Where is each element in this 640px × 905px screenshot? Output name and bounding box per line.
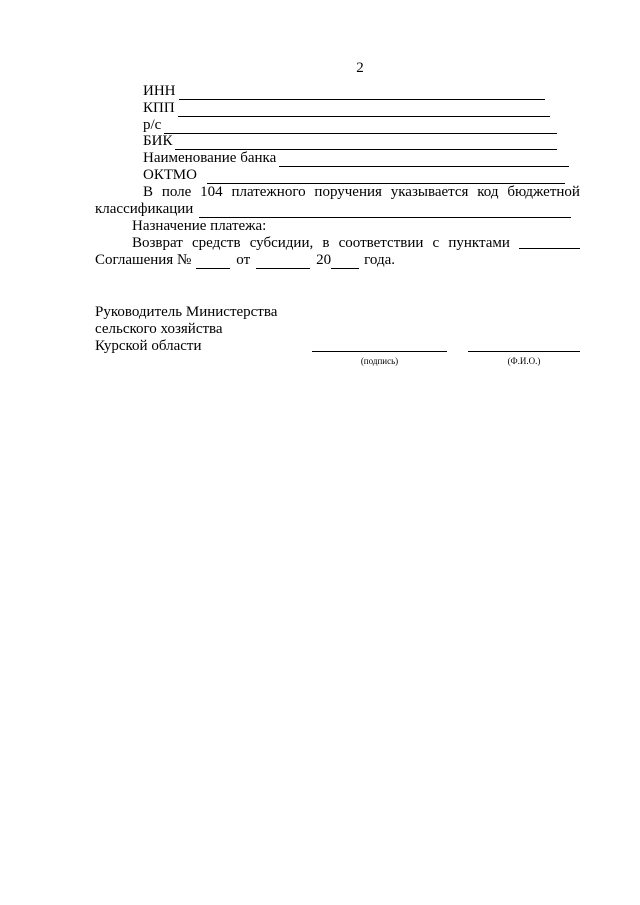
purpose-word: субсидии,: [249, 235, 314, 251]
agreement-date-blank: [256, 254, 310, 269]
kbk-word: бюджетной: [507, 184, 580, 200]
bank-name-row: [143, 149, 569, 167]
purpose-line-1: [132, 234, 510, 252]
agreement-year-label: года.: [364, 252, 396, 268]
kbk-word: поручения: [314, 184, 382, 200]
purpose-word: средств: [192, 235, 241, 251]
kbk-line-1: [143, 183, 580, 201]
bik-blank: [175, 135, 557, 150]
name-blank: [468, 351, 580, 352]
bank-name-label: Наименование банка: [143, 150, 277, 166]
purpose-word: с: [432, 235, 440, 251]
bank-name-blank: [279, 152, 569, 167]
oktmo-label: ОКТМО: [143, 167, 197, 183]
clauses-blank: [519, 248, 580, 249]
inn-row: [143, 82, 545, 100]
kbk-label: классификации: [95, 201, 194, 217]
kpp-blank: [178, 102, 550, 117]
kpp-label: КПП: [143, 100, 175, 116]
signatory-line-2: сельского хозяйства: [95, 321, 223, 337]
signatory-line-1: Руководитель Министерства: [95, 304, 278, 320]
name-caption: (Ф.И.О.): [507, 356, 541, 366]
inn-label: ИНН: [143, 83, 176, 99]
oktmo-row: [143, 166, 565, 184]
kbk-word: указывается: [390, 184, 469, 200]
agreement-year-prefix: 20: [316, 252, 332, 268]
inn-blank: [179, 85, 545, 100]
purpose-line-2: [95, 251, 395, 269]
kbk-word: поле: [161, 184, 192, 200]
agreement-from-label: от: [236, 252, 251, 268]
kpp-row: [143, 99, 550, 117]
kbk-word: платежного: [231, 184, 306, 200]
kbk-word: 104: [200, 184, 223, 200]
kbk-word: код: [477, 184, 499, 200]
page-number: 2: [356, 60, 364, 76]
agreement-label: Соглашения №: [95, 252, 192, 268]
purpose-word: соответствии: [338, 235, 424, 251]
kbk-word: В: [143, 184, 154, 200]
bik-label: БИК: [143, 133, 173, 149]
signature-caption: (подпись): [360, 356, 399, 366]
signature-blank: [312, 351, 447, 352]
agreement-year-blank: [331, 254, 359, 269]
account-label: р/с: [143, 117, 162, 133]
purpose-word: пунктами: [448, 235, 510, 251]
bik-row: [143, 132, 557, 150]
purpose-word: в: [322, 235, 330, 251]
purpose-word: Возврат: [132, 235, 183, 251]
agreement-number-blank: [196, 254, 230, 269]
signatory-line-3: Курской области: [95, 338, 202, 354]
purpose-label: Назначение платежа:: [132, 218, 267, 234]
kbk-blank: [199, 203, 571, 218]
oktmo-blank: [207, 169, 565, 184]
kbk-line-2: [95, 200, 571, 218]
